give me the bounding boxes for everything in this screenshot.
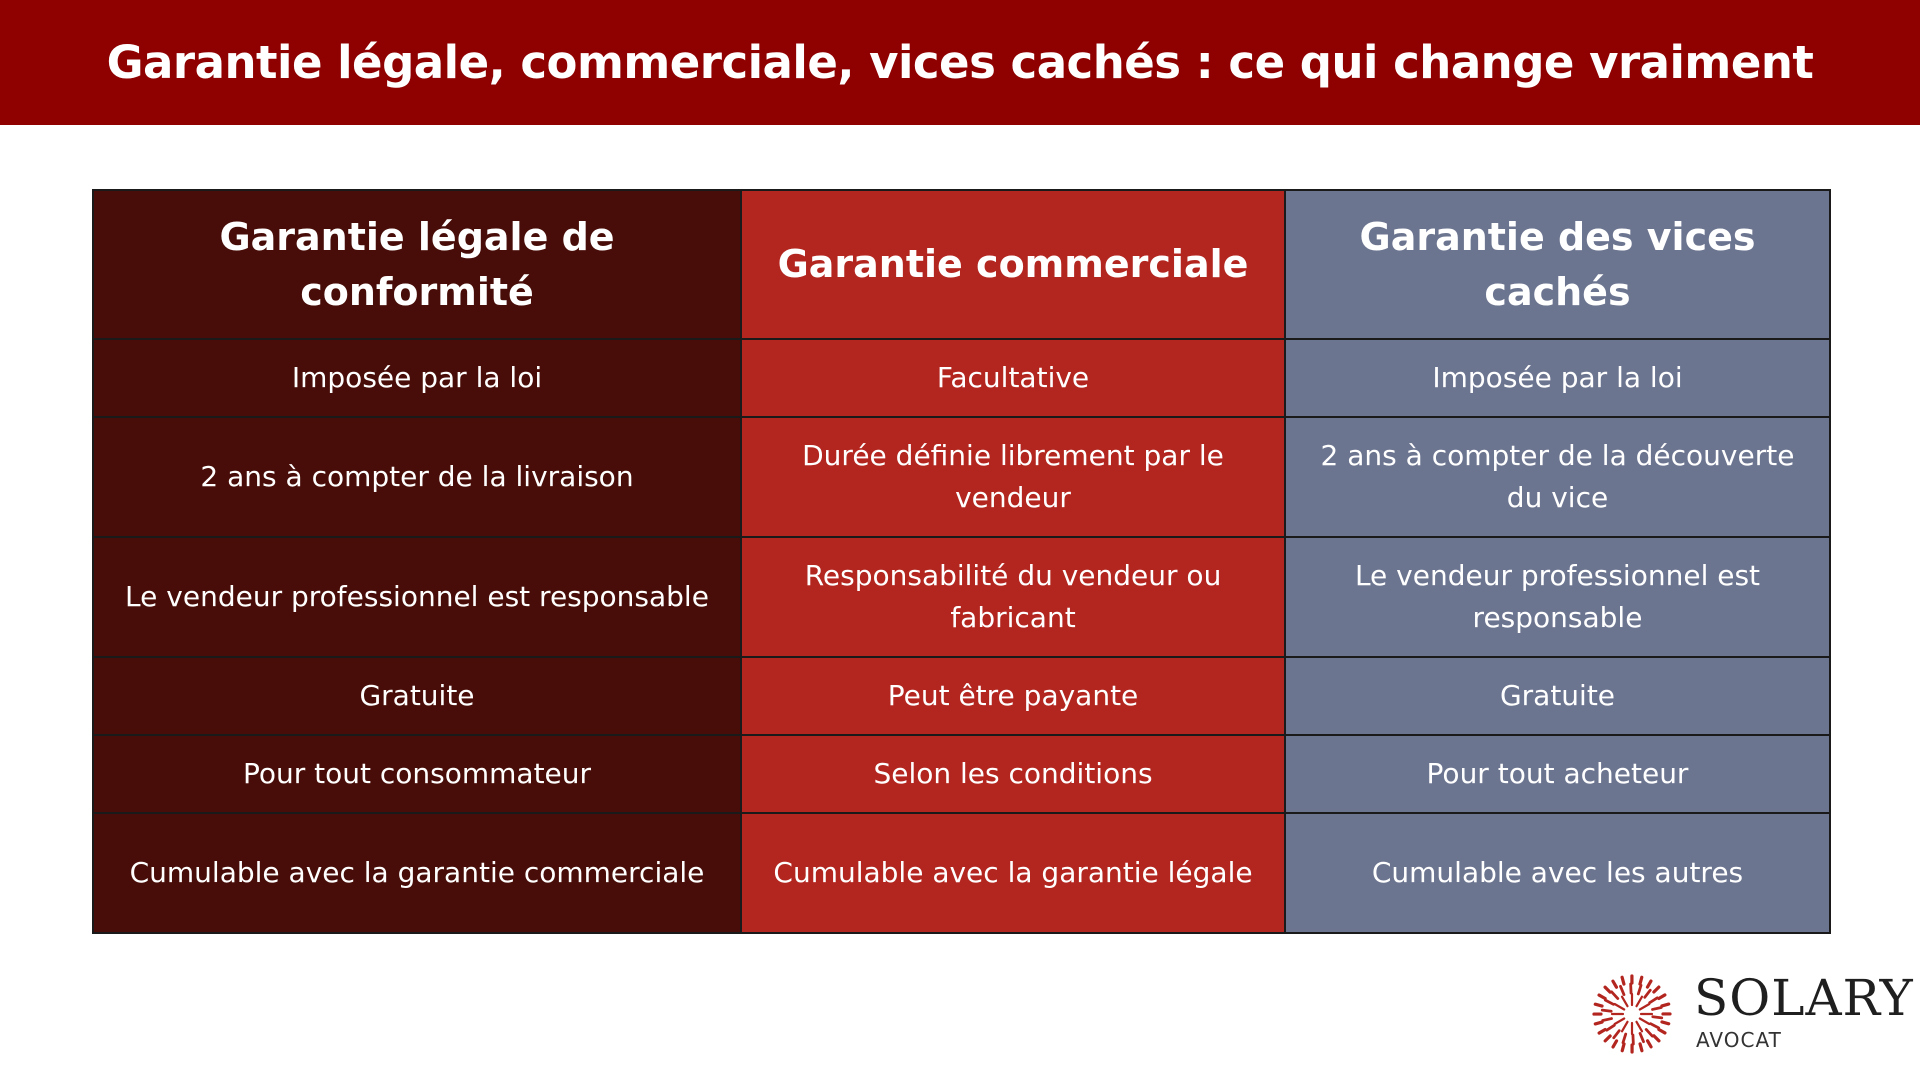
table-row (93, 339, 1830, 417)
table-cell: Facultative (741, 339, 1285, 417)
table-cell: Peut être payante (741, 657, 1285, 735)
table-cell: Cumulable avec la garantie légale (741, 813, 1285, 933)
sunburst-icon (1592, 974, 1672, 1054)
table-cell: 2 ans à compter de la livraison (93, 417, 741, 537)
table-row (93, 735, 1830, 813)
table-cell: Imposée par la loi (93, 339, 741, 417)
logo-subtitle: AVOCAT (1696, 1028, 1782, 1052)
page-title: Garantie légale, commerciale, vices cachés : ce qui change vraiment (106, 36, 1814, 89)
solary-logo (1592, 969, 1920, 1058)
header-garantie-commerciale: Garantie commerciale (741, 190, 1285, 339)
table-cell: Pour tout acheteur (1285, 735, 1830, 813)
table-cell: Le vendeur professionnel est responsable (93, 537, 741, 657)
table-row (93, 537, 1830, 657)
table-row (93, 417, 1830, 537)
table-cell: Cumulable avec les autres (1285, 813, 1830, 933)
logo-name: SOLARY (1694, 969, 1914, 1027)
header-garantie-vices-caches: Garantie des vices cachés (1285, 190, 1830, 339)
comparison-table (92, 189, 1831, 934)
table-cell: Le vendeur professionnel est responsable (1285, 537, 1830, 657)
table-row (93, 657, 1830, 735)
table-row (93, 813, 1830, 933)
table-cell: 2 ans à compter de la découverte du vice (1285, 417, 1830, 537)
table-cell: Pour tout consommateur (93, 735, 741, 813)
table-cell: Durée définie librement par le vendeur (741, 417, 1285, 537)
table-cell: Selon les conditions (741, 735, 1285, 813)
table-cell: Gratuite (1285, 657, 1830, 735)
table-cell: Gratuite (93, 657, 741, 735)
header-garantie-legale: Garantie légale de conformité (93, 190, 741, 339)
table-cell: Responsabilité du vendeur ou fabricant (741, 537, 1285, 657)
table-header-row (93, 190, 1830, 339)
table-cell: Imposée par la loi (1285, 339, 1830, 417)
title-banner (0, 0, 1920, 125)
table-cell: Cumulable avec la garantie commerciale (93, 813, 741, 933)
